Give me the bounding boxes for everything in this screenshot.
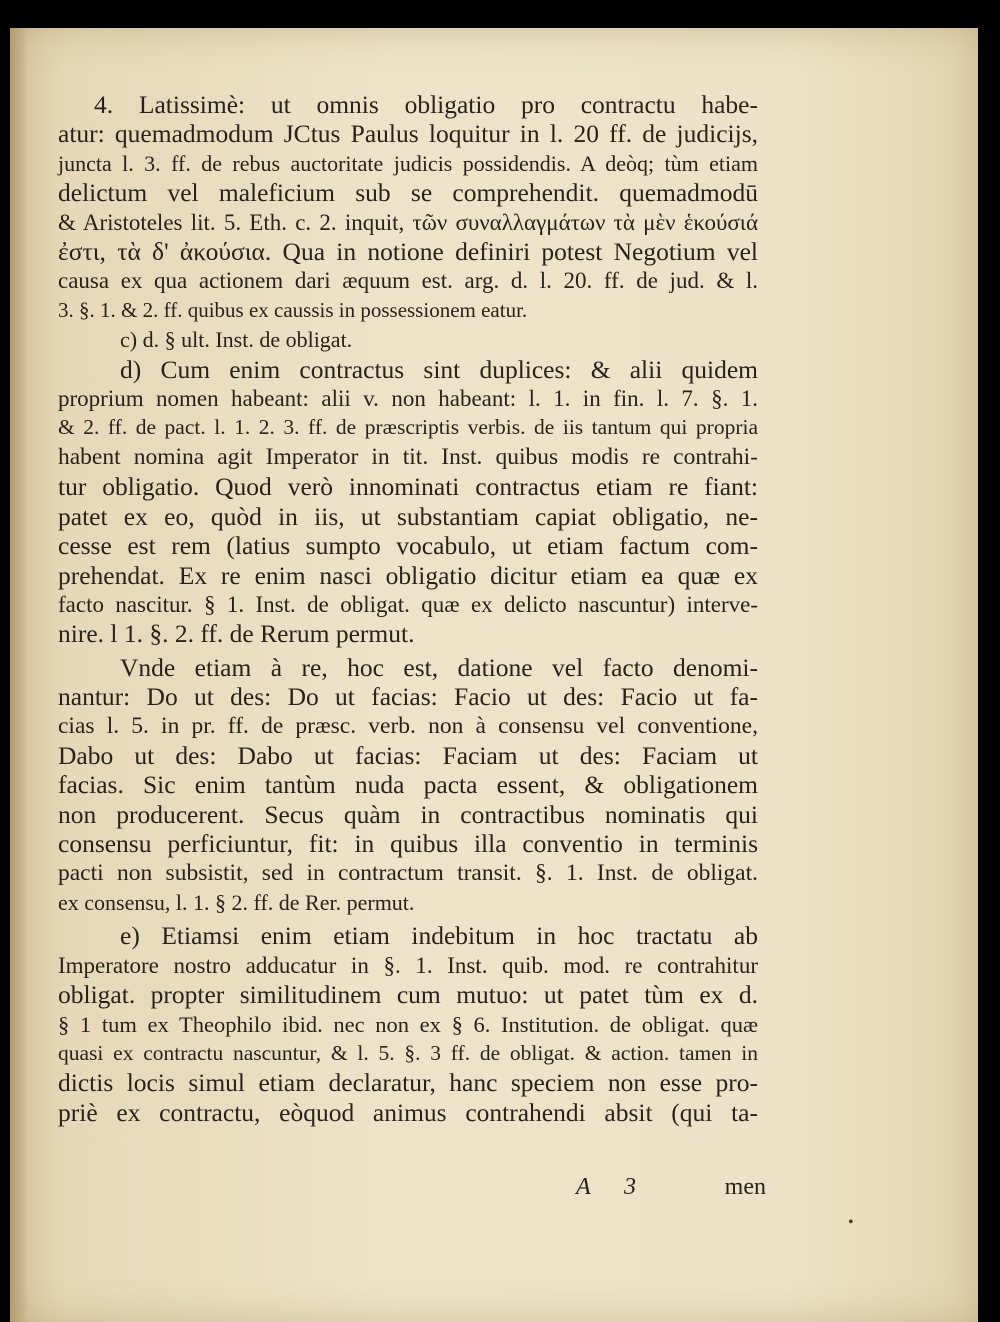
text-line: non producerent. Secus quàm in contractibus nominatis qui — [58, 799, 758, 829]
text-line: quasi ex contractu nascuntur, & l. 5. §. 3 ff. de obligat. & action. tamen in — [58, 1041, 758, 1065]
page-spine-shadow — [10, 28, 28, 1322]
signature-number: 3 — [624, 1174, 636, 1200]
text-line: & 2. ff. de pact. l. 1. 2. 3. ff. de præscriptis verbis. de iis tantum qui propria — [58, 415, 758, 440]
text-line: nantur: Do ut des: Do ut facias: Facio ut des: Facio ut fa- — [58, 682, 758, 712]
text-line: § 1 tum ex Theophilo ibid. nec non ex § 6. Institution. de obligat. quæ — [58, 1011, 758, 1037]
text-line: patet ex eo, quòd in iis, ut substantiam capiat obligatio, ne- — [58, 501, 758, 531]
text-line: consensu perficiuntur, fit: in quibus illa conventio in terminis — [58, 829, 758, 859]
text-line: facias. Sic enim tantùm nuda pacta essent, & obligationem — [58, 770, 758, 800]
text-line: cias l. 5. in pr. ff. de præsc. verb. non à consensu vel conventione, — [58, 712, 758, 739]
text-line: & Aristoteles lit. 5. Eth. c. 2. inquit, τῶν συναλλαγμάτων τὰ μὲν ἑκούσιά — [58, 209, 758, 235]
paragraph-vnde: Vnde etiam à re, hoc est, datione vel facto denomi- — [120, 652, 758, 682]
text-line: cesse est rem (latius sumpto vocabulo, ut etiam factum com- — [58, 531, 758, 561]
text-line: pacti non subsistit, sed in contractum transit. §. 1. Inst. de obligat. — [58, 859, 758, 886]
footnote-c: c) d. § ult. Inst. de obligat. — [120, 327, 353, 353]
text-line: habent nomina agit Imperator in tit. Inst. quibus modis re contrahi- — [58, 443, 758, 470]
footnote-e: e) Etiamsi enim etiam indebitum in hoc tractatu ab — [120, 921, 758, 951]
book-page — [10, 28, 978, 1322]
text-line: prehendat. Ex re enim nasci obligatio dicitur etiam ea quæ ex — [58, 560, 758, 590]
text-line: delictum vel maleficium sub se comprehendit. quemadmodū — [58, 178, 758, 208]
text-line: 4. Latissimè: ut omnis obligatio pro contractu habe- — [94, 90, 758, 119]
page-footer — [576, 1172, 766, 1204]
signature-letter: A — [576, 1174, 591, 1200]
text-line: proprium nomen habeant: alii v. non habeant: l. 1. in fin. l. 7. §. 1. — [58, 386, 758, 412]
text-line: Dabo ut des: Dabo ut facias: Faciam ut des: Faciam ut — [58, 740, 758, 770]
text-line: ἐστι, τὰ δ' ἀκούσια. Qua in notione definiri potest Negotium vel — [58, 237, 758, 267]
text-line: Imperatore nostro adducatur in §. 1. Inst. quib. mod. re contrahitur — [58, 952, 758, 978]
text-line: nire. l 1. §. 2. ff. de Rerum permut. — [58, 619, 415, 649]
text-line: obligat. propter similitudinem cum mutuo: ut patet tùm ex d. — [58, 980, 758, 1010]
text-line: facto nascitur. § 1. Inst. de obligat. quæ ex delicto nascuntur) interve- — [58, 591, 758, 617]
text-line: ex consensu, l. 1. § 2. ff. de Rer. permut. — [58, 889, 415, 915]
catchword: men — [724, 1174, 766, 1200]
text-line: priè ex contractu, eòquod animus contrahendi absit (qui ta- — [58, 1097, 758, 1127]
text-line: dictis locis simul etiam declaratur, hanc speciem non esse pro- — [58, 1068, 758, 1098]
ink-speck: • — [848, 1214, 854, 1231]
text-line: juncta l. 3. ff. de rebus auctoritate judicis possidendis. A deòq; tùm etiam — [58, 150, 758, 176]
text-line: 3. §. 1. & 2. ff. quibus ex caussis in possessionem eatur. — [58, 297, 528, 322]
text-line: causa ex qua actionem dari æquum est. arg. d. l. 20. ff. de jud. & l. — [58, 268, 758, 294]
footnote-d: d) Cum enim contractus sint duplices: & alii quidem — [120, 354, 758, 384]
text-line: atur: quemadmodum JCtus Paulus loquitur in l. 20 ff. de judicijs, — [58, 119, 758, 149]
page-body-text — [58, 90, 758, 1127]
text-line: tur obligatio. Quod verò innominati contractus etiam re fiant: — [58, 472, 758, 502]
